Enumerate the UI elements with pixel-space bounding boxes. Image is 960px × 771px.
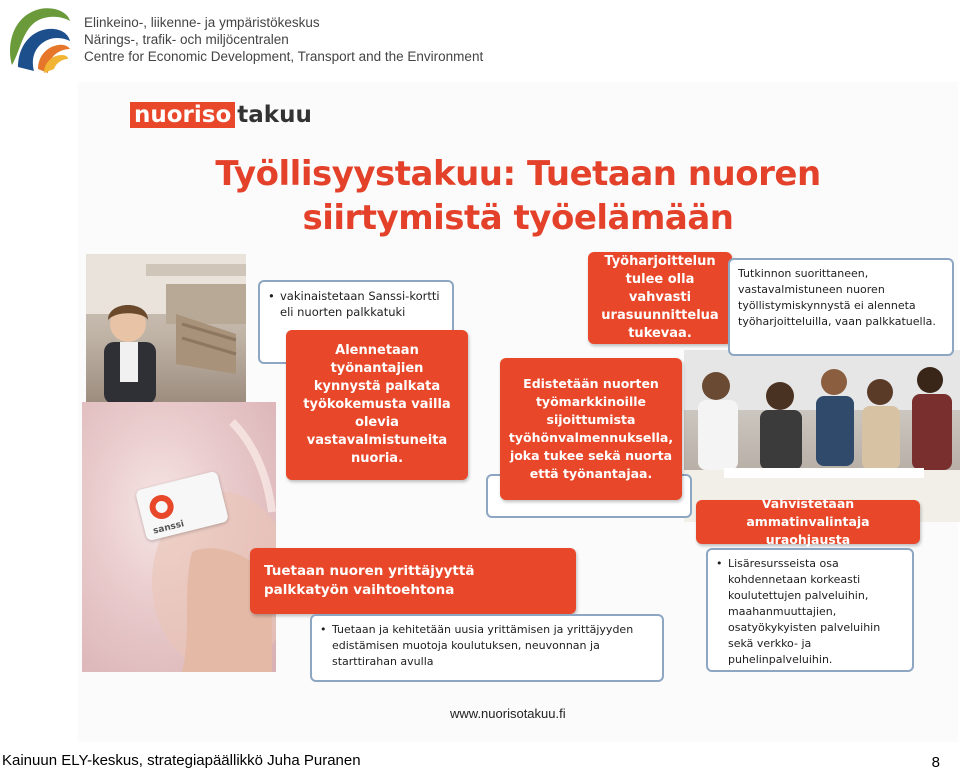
photo-young-worker xyxy=(86,254,246,404)
employer-threshold-box xyxy=(286,330,468,480)
bullet-dot: • xyxy=(716,557,723,570)
job-placement-box xyxy=(500,358,682,500)
entrepreneurship-text: Tuetaan nuoren yrittäjyyttä palkkatyön vaihtoehtona xyxy=(264,563,475,598)
footer-text: Kainuun ELY-keskus, strategiapäällikkö Juha Puranen xyxy=(2,752,361,769)
org-name-sv: Närings-, trafik- och miljöcentralen xyxy=(84,32,289,47)
entrepreneurship-bullet xyxy=(320,622,654,670)
graduate-box xyxy=(728,258,954,356)
sanssi-bullet-text: vakinaistetaan Sanssi-kortti eli nuorten palkkatuki xyxy=(280,289,440,319)
resources-bullet xyxy=(716,556,904,668)
career-guidance-box xyxy=(696,496,920,547)
title-line-2: siirtymistä työelämään xyxy=(302,198,734,238)
sanssi-bullet xyxy=(268,288,444,320)
brand-part1: nuoriso xyxy=(130,102,235,128)
graduate-text: Tutkinnon suorittaneen, vastavalmistuneen nuoren työllistymiskynnystä ei alenneta työharjoitteluilla, vaan palkkatuella. xyxy=(738,267,936,328)
card-label: sanssi xyxy=(152,519,186,537)
website-url: www.nuorisotakuu.fi xyxy=(450,706,566,721)
brand-part2: takuu xyxy=(237,102,312,128)
org-name-en: Centre for Economic Development, Transport and the Environment xyxy=(84,49,484,64)
title-line-1: Työllisyystakuu: Tuetaan nuoren xyxy=(215,154,821,194)
entrepreneurship-detail-box xyxy=(310,614,664,682)
entrepreneurship-bullet-text: Tuetaan ja kehitetään uusia yrittämisen ja yrittäjyyden edistämisen muotoja koulutuksen, neuvonnan ja starttirahan avulla xyxy=(332,623,634,668)
slide-title xyxy=(178,152,858,240)
career-guidance-text: Vahvistetaan ammatinvalintaja uraohjausta xyxy=(746,496,870,547)
resources-bullet-text: Lisäresursseista osa kohdennetaan korkeasti koulutettujen palveluihin, maahanmuuttajien, osatyökykyisten palveluihin sekä verkko- ja puhelinpalveluihin. xyxy=(728,557,881,666)
bullet-dot: • xyxy=(268,289,275,303)
photo-sanssi-card xyxy=(82,402,276,672)
organization-names xyxy=(84,14,483,65)
org-name-fi: Elinkeino-, liikenne- ja ympäristökeskus xyxy=(84,15,320,30)
trainee-text: Työharjoittelun tulee olla vahvasti urasuunnittelua tukevaa. xyxy=(601,254,719,341)
worker-illustration xyxy=(86,254,246,404)
trainee-box xyxy=(588,252,732,344)
header xyxy=(0,0,960,80)
page-number: 8 xyxy=(931,754,940,771)
resources-box xyxy=(706,548,914,672)
job-placement-text: Edistetään nuorten työmarkkinoille sijoittumista työhönvalmennuksella, joka tukee sekä nuorta että työnantajaa. xyxy=(508,376,674,481)
ely-logo xyxy=(4,3,74,75)
employer-threshold-text: Alennetaan työnantajien kynnystä palkata työkokemusta vailla olevia vastavalmistuneita nuoria. xyxy=(303,343,451,466)
bullet-dot: • xyxy=(320,623,327,636)
slide-image xyxy=(78,82,958,742)
entrepreneurship-box xyxy=(250,548,576,614)
hand-illustration xyxy=(82,402,276,672)
nuorisotakuu-logo xyxy=(130,100,312,130)
